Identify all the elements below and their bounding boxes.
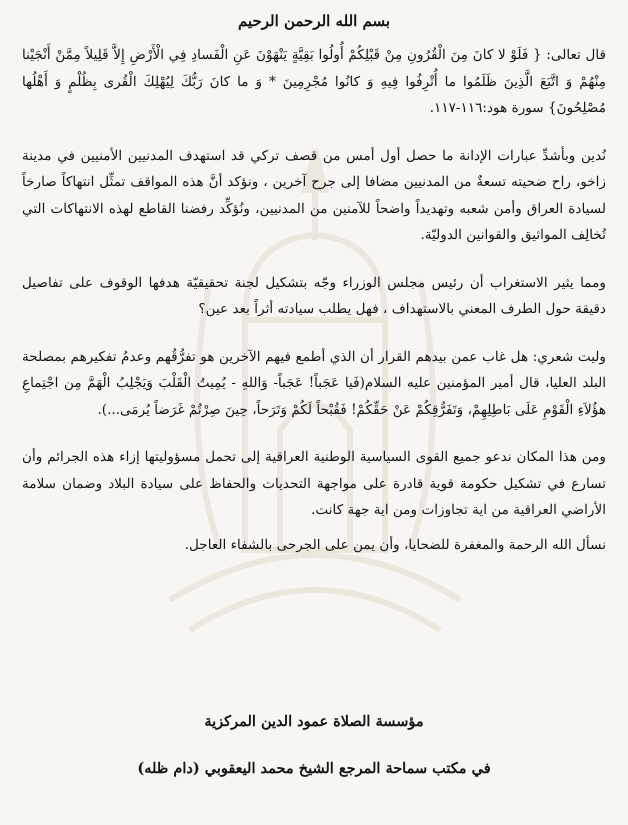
quran-verse-paragraph: قال تعالى: { فَلَوْ لا كانَ مِنَ الْقُرُونِ مِنْ قَبْلِكُمْ أُولُوا بَقِيَّةٍ يَنْهَوْنَ عَنِ الْفَسادِ فِي الْأَرْضِ إِلاَّ قَلِيلاً مِمَّنْ أَنْجَيْنا مِنْهُمْ وَ اتَّبَعَ الَّذِينَ ظَلَمُوا ما أُتْرِفُوا فِيهِ وَ كانُوا مُجْرِمِينَ * وَ ما كانَ رَبُّكَ لِيُهْلِكَ الْقُرى بِظُلْمٍ وَ أَهْلُها مُصْلِحُونَ} سورة هود:١١٦-١١٧. — [22, 47, 606, 116]
signature-office: في مكتب سماحة المرجع الشيخ محمد اليعقوبي (دام ظله) — [137, 760, 491, 777]
prayer-paragraph: نسأل الله الرحمة والمغفرة للضحايا، وأن يمن على الجرحى بالشفاء العاجل. — [184, 536, 606, 553]
investigation-paragraph: ومما يثير الاستغراب أن رئيس مجلس الوزراء وجّه بتشكيل لجنة تحقيقيّة هدفها الوقوف على تفاصيل دقيقة حول الطرف المعني بالاستهداف ، فهل يطلب سيادته أثراً بعد عين؟ — [22, 274, 606, 317]
signature-institution: مؤسسة الصلاة عمود الدين المركزية — [204, 713, 424, 730]
condemnation-paragraph: نُدين وبأشدِّ عبارات الإدانة ما حصل أول أمس من قصف تركي قد استهدف المدنيين الأمنيين في مدينة زاخو، راح ضحيته تسعةٌ من المدنيين مضافا إلى جرح آخرين ، ونؤكد أنَّ هذه المواقف تمثِّل انتهاكاً صارخاً لسيادة العراق وأمن شعبه وتهديداً واضحاً للآمنين من المدنيين، ونُؤكِّد رفضنا القاطع لهذه الانتهاكات التي تُخالِف المواثيق والقوانين الدوليّة. — [22, 147, 606, 243]
imam-quote-paragraph: وليت شعري: هل غاب عمن بيدهم القرار أن الذي أطمع فيهم الآخرين هو تفرُّقُهم وعدمُ تفكيرهم بمصلحة البلد العليا، قال أمير المؤمنين عليه السلام(فَيا عَجَباً! عَجَباً- وَاللهِ - يُمِيتُ الْقَلْبَ وَيَجْلِبُ الْهَمَّ مِن اجْتِماعِ هؤُلاَءِ الْقَوْمِ عَلَى بَاطِلِهِمْ، وَتَفَرُّقِكُمْ عَنْ حَقِّكُمْ! فَقُبْحاً لَكُمْ وَتَرَحاً، حِينَ صِرْتُمْ غَرَضاً يُرمَى...). — [22, 348, 606, 418]
statement-body — [22, 42, 606, 579]
call-to-action-paragraph: ومن هذا المكان ندعو جميع القوى السياسية الوطنية العراقية إلى تحمل مسؤوليتها إزاء هذه الجرائم وأن تسارع في تشكيل حكومة قوية قادرة على مواجهة التحديات والحفاظ على سيادة البلاد وضمان سلامة الأراضي العراقية من اية تجاوزات ومن اية جهة كانت. — [22, 449, 606, 518]
basmala-heading: بسم الله الرحمن الرحيم — [237, 12, 391, 30]
